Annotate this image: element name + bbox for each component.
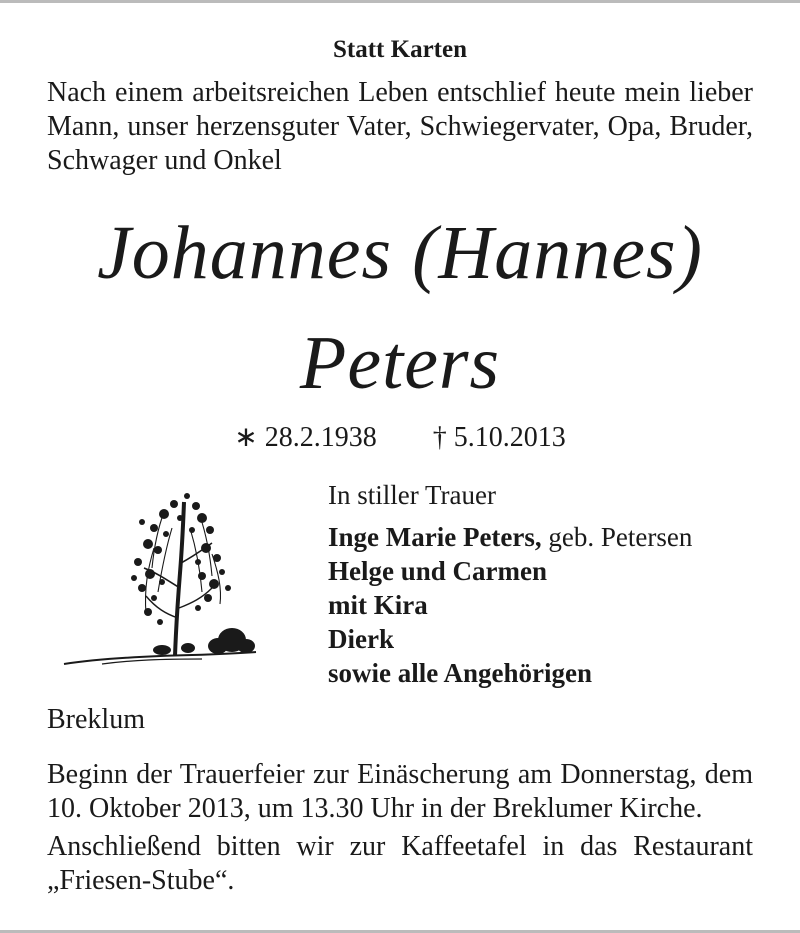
mourner-name: Inge Marie Peters, [328, 522, 542, 552]
place-name: Breklum [47, 704, 145, 735]
notice-header: Statt Karten [333, 36, 467, 63]
birth-date: ∗ 28.2.1938 [234, 422, 377, 453]
deceased-name-last: Peters [299, 321, 501, 405]
reception-text: Anschließend bitten wir zur Kaffeetafel in das Restaurant „Friesen-Stube“. [47, 831, 753, 896]
mourning-intro: In stiller Trauer [328, 480, 496, 510]
mourners-block [328, 478, 768, 690]
mourner-name: mit Kira [328, 590, 428, 620]
intro-text: Nach einem arbeitsreichen Leben entschlief heute mein lieber Mann, unser herzensguter Vater, Schwiegervater, Opa, Bruder, Schwager und Onkel [47, 77, 753, 176]
life-dates [0, 420, 800, 454]
ceremony-text: Beginn der Trauerfeier zur Einäscherung am Donnerstag, dem 10. Oktober 2013, um 13.30 Uhr in der Breklumer Kirche. [47, 759, 753, 824]
mourner-suffix: geb. Petersen [541, 522, 693, 552]
mourner-name: sowie alle Angehörigen [328, 658, 592, 688]
tree-icon [62, 488, 258, 670]
mourner-line [328, 520, 768, 554]
death-date: † 5.10.2013 [432, 422, 566, 453]
mourner-name: Helge und Carmen [328, 556, 547, 586]
deceased-name-first: Johannes (Hannes) [97, 211, 703, 295]
mourner-name: Dierk [328, 624, 394, 654]
